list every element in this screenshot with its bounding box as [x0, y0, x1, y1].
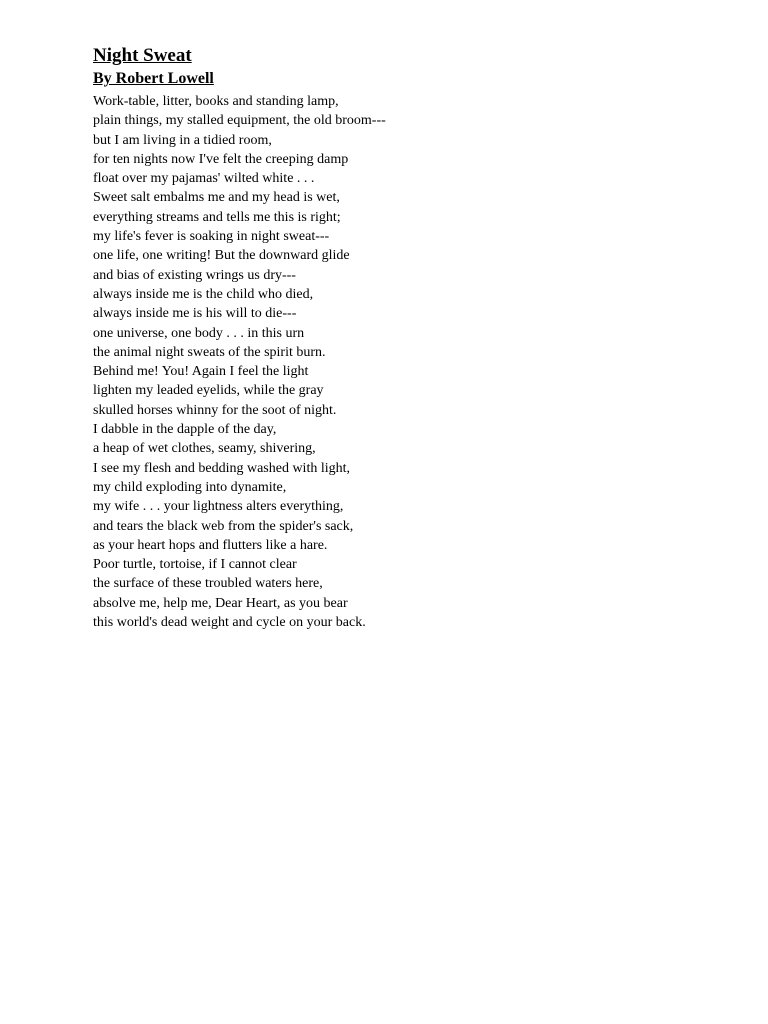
- poem-line: one life, one writing! But the downward glide: [93, 248, 350, 264]
- poem-line: Behind me! You! Again I feel the light: [93, 364, 309, 380]
- poem-line: the surface of these troubled waters here,: [93, 576, 323, 592]
- poem-line: Sweet salt embalms me and my head is wet,: [93, 190, 340, 206]
- poem-line: and tears the black web from the spider's sack,: [93, 518, 354, 534]
- poem-line: my child exploding into dynamite,: [93, 479, 287, 495]
- poem-title: Night Sweat: [93, 45, 192, 66]
- poem-line: one universe, one body . . . in this urn: [93, 325, 305, 341]
- poem-line: as your heart hops and flutters like a hare.: [93, 537, 328, 553]
- poem-line: always inside me is his will to die---: [93, 306, 297, 322]
- poem-line: the animal night sweats of the spirit burn.: [93, 344, 326, 360]
- poem-line: my wife . . . your lightness alters everything,: [93, 499, 344, 515]
- poem-line: I see my flesh and bedding washed with light,: [93, 460, 351, 476]
- poem-line: float over my pajamas' wilted white . . .: [93, 171, 315, 187]
- poem-line: I dabble in the dapple of the day,: [93, 422, 277, 438]
- poem-line: my life's fever is soaking in night sweat---: [93, 229, 330, 245]
- poem-line: this world's dead weight and cycle on your back.: [93, 615, 366, 631]
- poem-byline: By Robert Lowell: [93, 70, 214, 87]
- poem-line: plain things, my stalled equipment, the old broom---: [93, 113, 386, 129]
- document-page: [93, 44, 733, 632]
- poem-line: Work-table, litter, books and standing lamp,: [93, 94, 339, 109]
- poem-line: a heap of wet clothes, seamy, shivering,: [93, 441, 316, 457]
- poem-line: always inside me is the child who died,: [93, 286, 314, 302]
- poem-line: and bias of existing wrings us dry---: [93, 267, 296, 283]
- poem-line: lighten my leaded eyelids, while the gray: [93, 383, 324, 399]
- poem-body: [93, 92, 733, 632]
- poem-line: Poor turtle, tortoise, if I cannot clear: [93, 557, 297, 573]
- poem-line: but I am living in a tidied room,: [93, 132, 272, 148]
- poem-line: absolve me, help me, Dear Heart, as you bear: [93, 595, 348, 611]
- poem-line: for ten nights now I've felt the creeping damp: [93, 151, 349, 167]
- poem-line: skulled horses whinny for the soot of night.: [93, 402, 337, 418]
- poem-line: everything streams and tells me this is right;: [93, 209, 341, 225]
